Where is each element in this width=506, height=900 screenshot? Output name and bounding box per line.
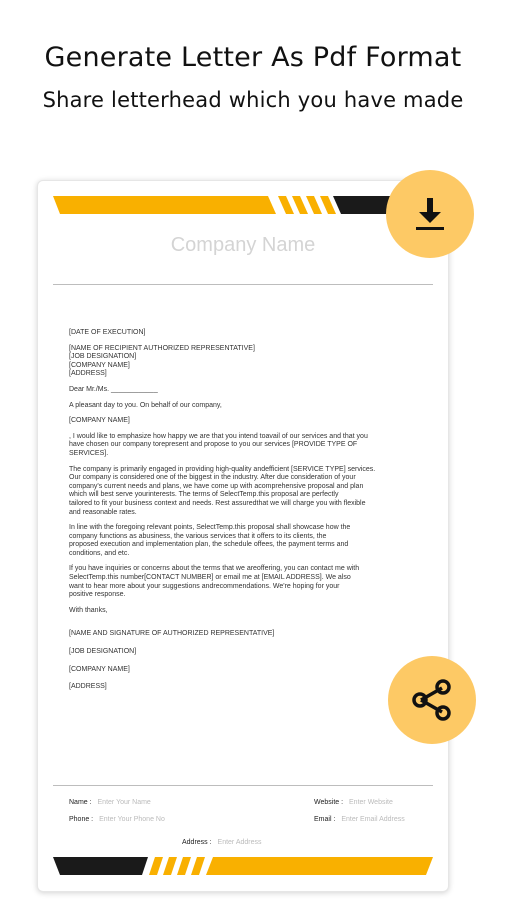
paragraph-line: If you have inquiries or concerns about the terms that we areoffering, you can contact me with [69, 565, 360, 573]
email-field[interactable]: Enter Email Address [341, 816, 405, 823]
top-yellow-bar [53, 196, 276, 214]
bottom-yellow-slash-4 [191, 857, 205, 875]
signature-designation: [JOB DESIGNATION] [69, 648, 137, 656]
paragraph-line: SERVICES]. [69, 449, 109, 457]
paragraph-line: proposed execution and implementation plan, the schedule offees, the payment terms and [69, 541, 349, 549]
signature-address: [ADDRESS] [69, 683, 107, 691]
name-field[interactable]: Enter Your Name [97, 799, 151, 806]
top-yellow-slash-1 [278, 196, 294, 214]
bottom-yellow-slash-2 [163, 857, 177, 875]
company-name: Company Name [170, 234, 316, 256]
name-label: Name : [69, 799, 92, 806]
top-yellow-slash-2 [292, 196, 308, 214]
paragraph-line: want to hear more about your suggestions andrecommendations. We're hoping for your [69, 582, 340, 590]
footer-phone [69, 816, 165, 823]
header-divider [53, 284, 433, 285]
address-field[interactable]: Enter Address [217, 839, 262, 846]
share-button[interactable] [388, 656, 476, 744]
paragraph-line: positive response. [69, 591, 126, 599]
signature-company: [COMPANY NAME] [69, 665, 130, 673]
signature-name: [NAME AND SIGNATURE OF AUTHORIZED REPRESENTATIVE] [69, 630, 275, 638]
bottom-dark-bar [53, 857, 148, 875]
footer-address [182, 839, 262, 846]
paragraph-line: tailored to fit your business context and needs. Rest assuredthat we will charge you with flexible [69, 499, 366, 507]
page-subtitle: Share letterhead which you have made [42, 88, 464, 112]
paragraph-line: SelectTemp.this number[CONTACT NUMBER] or email me at [EMAIL ADDRESS]. We also [69, 574, 351, 582]
paragraph-1 [69, 433, 414, 459]
footer-email [314, 816, 405, 823]
address-label: Address : [182, 839, 212, 846]
download-icon [410, 194, 450, 234]
paragraph-3 [69, 524, 414, 558]
recipient-line: [ADDRESS] [69, 370, 107, 378]
footer-name [69, 799, 151, 806]
company-placeholder: [COMPANY NAME] [69, 417, 130, 425]
website-label: Website : [314, 799, 344, 806]
greeting: A pleasant day to you. On behalf of our company, [69, 401, 222, 409]
top-yellow-slash-3 [306, 196, 322, 214]
letter-preview [37, 180, 449, 892]
share-icon [406, 674, 458, 726]
footer-divider [53, 785, 433, 786]
letter-date: [DATE OF EXECUTION] [69, 329, 146, 336]
paragraph-line: conditions, and etc. [69, 549, 130, 557]
bottom-yellow-slash-3 [177, 857, 191, 875]
download-button[interactable] [386, 170, 474, 258]
paragraph-line: , I would like to emphasize how happy we are that you intend toavail of our services and that you [69, 432, 368, 440]
paragraph-line: which will best serve yourinterests. The terms of SelectTemp.this proposal are perfectly [69, 491, 339, 499]
phone-label: Phone : [69, 816, 94, 823]
paragraph-line: company functions as abusiness, the various services that it offers to its clients, the [69, 532, 327, 540]
recipient-line: [NAME OF RECIPIENT AUTHORIZED REPRESENTATIVE] [69, 344, 255, 352]
page-title: Generate Letter As Pdf Format [44, 42, 462, 73]
letter-body [69, 329, 414, 699]
bottom-yellow-slash-1 [149, 857, 163, 875]
paragraph-line: have chosen our company torepresent and propose to you our services [PROVIDE TYPE OF [69, 441, 358, 449]
letterhead-bottom-stripes [38, 855, 448, 879]
top-yellow-slash-4 [320, 196, 336, 214]
paragraph-line: Our company is considered one of the biggest in the industry. After due consideration of your [69, 474, 356, 482]
footer-website [314, 799, 393, 806]
phone-field[interactable]: Enter Your Phone No [99, 816, 165, 823]
recipient-line: [COMPANY NAME] [69, 361, 130, 369]
bottom-yellow-bar [206, 857, 433, 875]
email-label: Email : [314, 816, 336, 823]
recipient-block [69, 345, 414, 379]
paragraph-4 [69, 565, 414, 599]
website-field[interactable]: Enter Website [349, 799, 393, 806]
paragraph-line: In line with the foregoing relevant points, SelectTemp.this proposal shall showcase how the [69, 524, 351, 532]
paragraph-line: The company is primarily engaged in providing high-quality andefficient [SERVICE TYPE] services. [69, 465, 376, 473]
paragraph-line: company's current needs and plans, we have come up with acomprehensive proposal and plan [69, 482, 364, 490]
salutation: Dear Mr./Ms. ____________ [69, 385, 158, 393]
paragraph-line: and reasonable rates. [69, 508, 137, 516]
closing: With thanks, [69, 606, 108, 614]
paragraph-2 [69, 466, 414, 518]
recipient-line: [JOB DESIGNATION] [69, 353, 137, 361]
